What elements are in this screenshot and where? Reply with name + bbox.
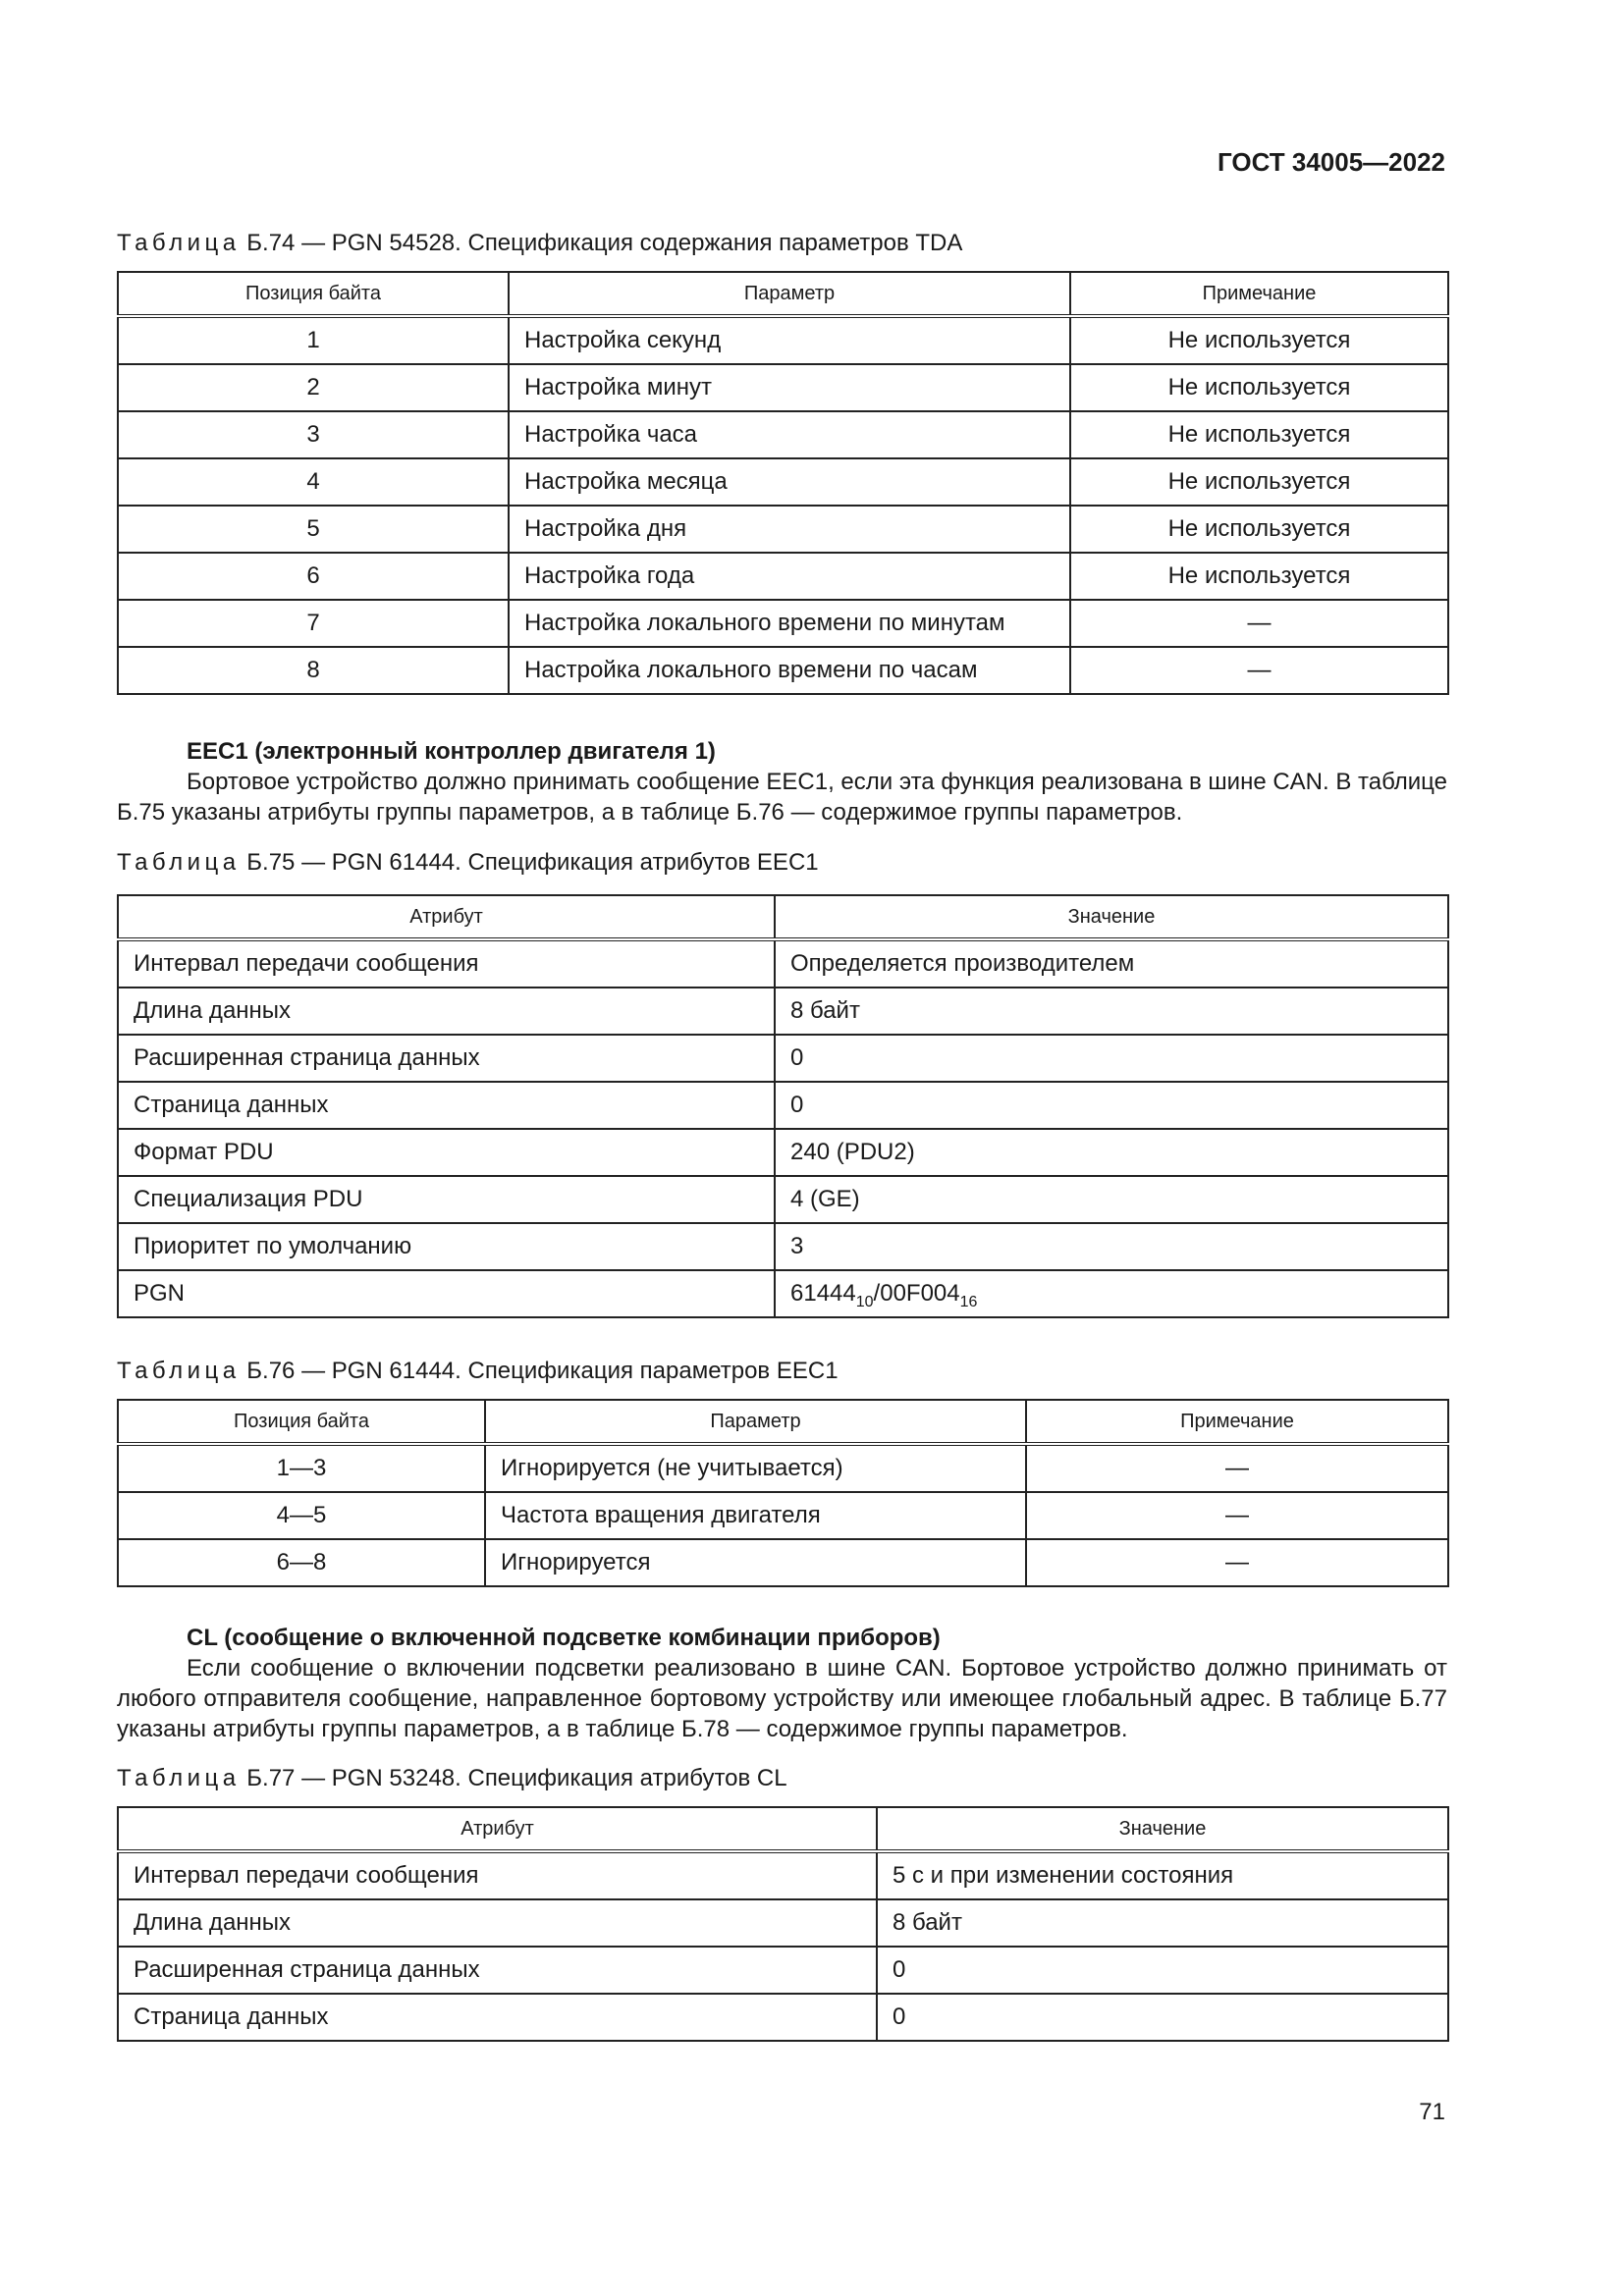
- caption-word: Таблица: [117, 1358, 241, 1384]
- table-cell: Расширенная страница данных: [118, 1947, 877, 1994]
- column-header: Позиция байта: [118, 1400, 485, 1444]
- table-cell: —: [1026, 1539, 1448, 1586]
- column-header: Атрибут: [118, 1807, 877, 1851]
- table-row: [118, 1851, 1448, 1899]
- table-row: [118, 1270, 1448, 1317]
- table-cell: Страница данных: [118, 1082, 775, 1129]
- table-cell: Настройка года: [509, 553, 1070, 600]
- column-header: Параметр: [485, 1400, 1026, 1444]
- section-paragraph: Бортовое устройство должно принимать сообщение EEC1, если эта функция реализована в шине CAN. В таблице Б.75 указаны атрибуты группы параметров, а в таблице Б.76 — содержимое группы параметров.: [117, 769, 1447, 826]
- table-row: [118, 600, 1448, 647]
- table-cell: Не используется: [1070, 506, 1448, 553]
- page-number: 71: [1419, 2099, 1445, 2125]
- table-cell: 5: [118, 506, 509, 553]
- table-row: [118, 1492, 1448, 1539]
- table-row: [118, 411, 1448, 458]
- caption-text: Б.75 — PGN 61444. Спецификация атрибутов EEC1: [246, 849, 819, 876]
- pgn-decimal: 61444: [790, 1280, 856, 1307]
- table-b75-caption: [117, 848, 819, 878]
- table-row: [118, 1223, 1448, 1270]
- table-row: [118, 1129, 1448, 1176]
- table-cell: Интервал передачи сообщения: [118, 1851, 877, 1899]
- table-row: [118, 458, 1448, 506]
- column-header: Атрибут: [118, 895, 775, 939]
- table-cell: Не используется: [1070, 411, 1448, 458]
- table-cell: 8 байт: [877, 1899, 1448, 1947]
- eec1-section: [117, 736, 1447, 828]
- table-b74-caption: [117, 229, 962, 258]
- table-cell: Настройка локального времени по часам: [509, 647, 1070, 694]
- table-cell: Страница данных: [118, 1994, 877, 2041]
- table-cell: —: [1070, 647, 1448, 694]
- caption-word: Таблица: [117, 230, 241, 256]
- table-cell: 240 (PDU2): [775, 1129, 1448, 1176]
- radix-subscript: 10: [855, 1294, 874, 1310]
- table-cell: Длина данных: [118, 1899, 877, 1947]
- table-cell: 6—8: [118, 1539, 485, 1586]
- section-paragraph: Если сообщение о включении подсветки реализовано в шине CAN. Бортовое устройство должно принимать от любого отправителя сообщение, направленное бортовому устройству или имеющее глобальный адрес. В таблице Б.77 указаны атрибуты группы параметров, а в таблице Б.78 — содержимое группы параметров.: [117, 1655, 1447, 1742]
- table-cell: Интервал передачи сообщения: [118, 939, 775, 988]
- table-b75: [117, 894, 1449, 1318]
- table-cell: Определяется производителем: [775, 939, 1448, 988]
- table-cell: 8 байт: [775, 988, 1448, 1035]
- table-header-row: [118, 1807, 1448, 1851]
- table-cell: —: [1026, 1444, 1448, 1492]
- table-cell: Настройка месяца: [509, 458, 1070, 506]
- table-cell: 0: [775, 1082, 1448, 1129]
- table-row: [118, 1899, 1448, 1947]
- table-row: [118, 647, 1448, 694]
- table-cell: 3: [118, 411, 509, 458]
- column-header: Параметр: [509, 272, 1070, 316]
- table-cell: Формат PDU: [118, 1129, 775, 1176]
- table-cell: Приоритет по умолчанию: [118, 1223, 775, 1270]
- column-header: Примечание: [1026, 1400, 1448, 1444]
- table-cell: 7: [118, 600, 509, 647]
- table-row: [118, 939, 1448, 988]
- table-cell: PGN: [118, 1270, 775, 1317]
- table-cell: Не используется: [1070, 553, 1448, 600]
- table-row: [118, 316, 1448, 364]
- table-cell: Специализация PDU: [118, 1176, 775, 1223]
- table-cell: 4: [118, 458, 509, 506]
- document-id: ГОСТ 34005—2022: [1218, 147, 1445, 177]
- cl-section: [117, 1623, 1447, 1744]
- column-header: Значение: [877, 1807, 1448, 1851]
- caption-text: Б.74 — PGN 54528. Спецификация содержания параметров TDA: [246, 230, 963, 256]
- table-cell: 5 с и при изменении состояния: [877, 1851, 1448, 1899]
- table-cell: 8: [118, 647, 509, 694]
- table-cell: 2: [118, 364, 509, 411]
- caption-word: Таблица: [117, 849, 241, 876]
- table-cell: 3: [775, 1223, 1448, 1270]
- table-cell: 0: [877, 1994, 1448, 2041]
- section-title: CL (сообщение о включенной подсветке комбинации приборов): [187, 1625, 941, 1651]
- table-b76-caption: [117, 1357, 839, 1386]
- table-header-row: [118, 895, 1448, 939]
- table-b74: [117, 271, 1449, 695]
- table-cell: Расширенная страница данных: [118, 1035, 775, 1082]
- table-cell: Не используется: [1070, 316, 1448, 364]
- table-cell: Настройка секунд: [509, 316, 1070, 364]
- table-cell: Игнорируется: [485, 1539, 1026, 1586]
- table-row: [118, 553, 1448, 600]
- table-cell: Частота вращения двигателя: [485, 1492, 1026, 1539]
- caption-text: Б.76 — PGN 61444. Спецификация параметров EEC1: [246, 1358, 839, 1384]
- table-cell: Настройка дня: [509, 506, 1070, 553]
- radix-subscript: 16: [959, 1294, 978, 1310]
- table-row: [118, 1444, 1448, 1492]
- table-row: [118, 506, 1448, 553]
- pgn-hex: /00F004: [873, 1280, 960, 1307]
- table-cell: —: [1070, 600, 1448, 647]
- table-b77-caption: [117, 1764, 787, 1793]
- table-cell: 4—5: [118, 1492, 485, 1539]
- table-row: [118, 1035, 1448, 1082]
- table-cell: Не используется: [1070, 364, 1448, 411]
- table-row: [118, 1539, 1448, 1586]
- pgn-value-cell: [775, 1270, 1448, 1317]
- table-row: [118, 1176, 1448, 1223]
- column-header: Примечание: [1070, 272, 1448, 316]
- table-cell: Не используется: [1070, 458, 1448, 506]
- column-header: Значение: [775, 895, 1448, 939]
- table-cell: Настройка локального времени по минутам: [509, 600, 1070, 647]
- table-cell: —: [1026, 1492, 1448, 1539]
- table-row: [118, 1947, 1448, 1994]
- table-cell: Длина данных: [118, 988, 775, 1035]
- table-b77: [117, 1806, 1449, 2042]
- section-title: EEC1 (электронный контроллер двигателя 1): [187, 738, 716, 765]
- table-cell: 4 (GE): [775, 1176, 1448, 1223]
- table-cell: Игнорируется (не учитывается): [485, 1444, 1026, 1492]
- table-cell: 1—3: [118, 1444, 485, 1492]
- table-cell: Настройка минут: [509, 364, 1070, 411]
- table-row: [118, 364, 1448, 411]
- table-header-row: [118, 1400, 1448, 1444]
- column-header: Позиция байта: [118, 272, 509, 316]
- table-cell: 6: [118, 553, 509, 600]
- caption-text: Б.77 — PGN 53248. Спецификация атрибутов CL: [246, 1765, 787, 1791]
- table-row: [118, 1994, 1448, 2041]
- table-cell: 1: [118, 316, 509, 364]
- table-b76: [117, 1399, 1449, 1587]
- table-row: [118, 988, 1448, 1035]
- table-cell: 0: [877, 1947, 1448, 1994]
- table-cell: Настройка часа: [509, 411, 1070, 458]
- table-cell: 0: [775, 1035, 1448, 1082]
- table-header-row: [118, 272, 1448, 316]
- caption-word: Таблица: [117, 1765, 241, 1791]
- table-row: [118, 1082, 1448, 1129]
